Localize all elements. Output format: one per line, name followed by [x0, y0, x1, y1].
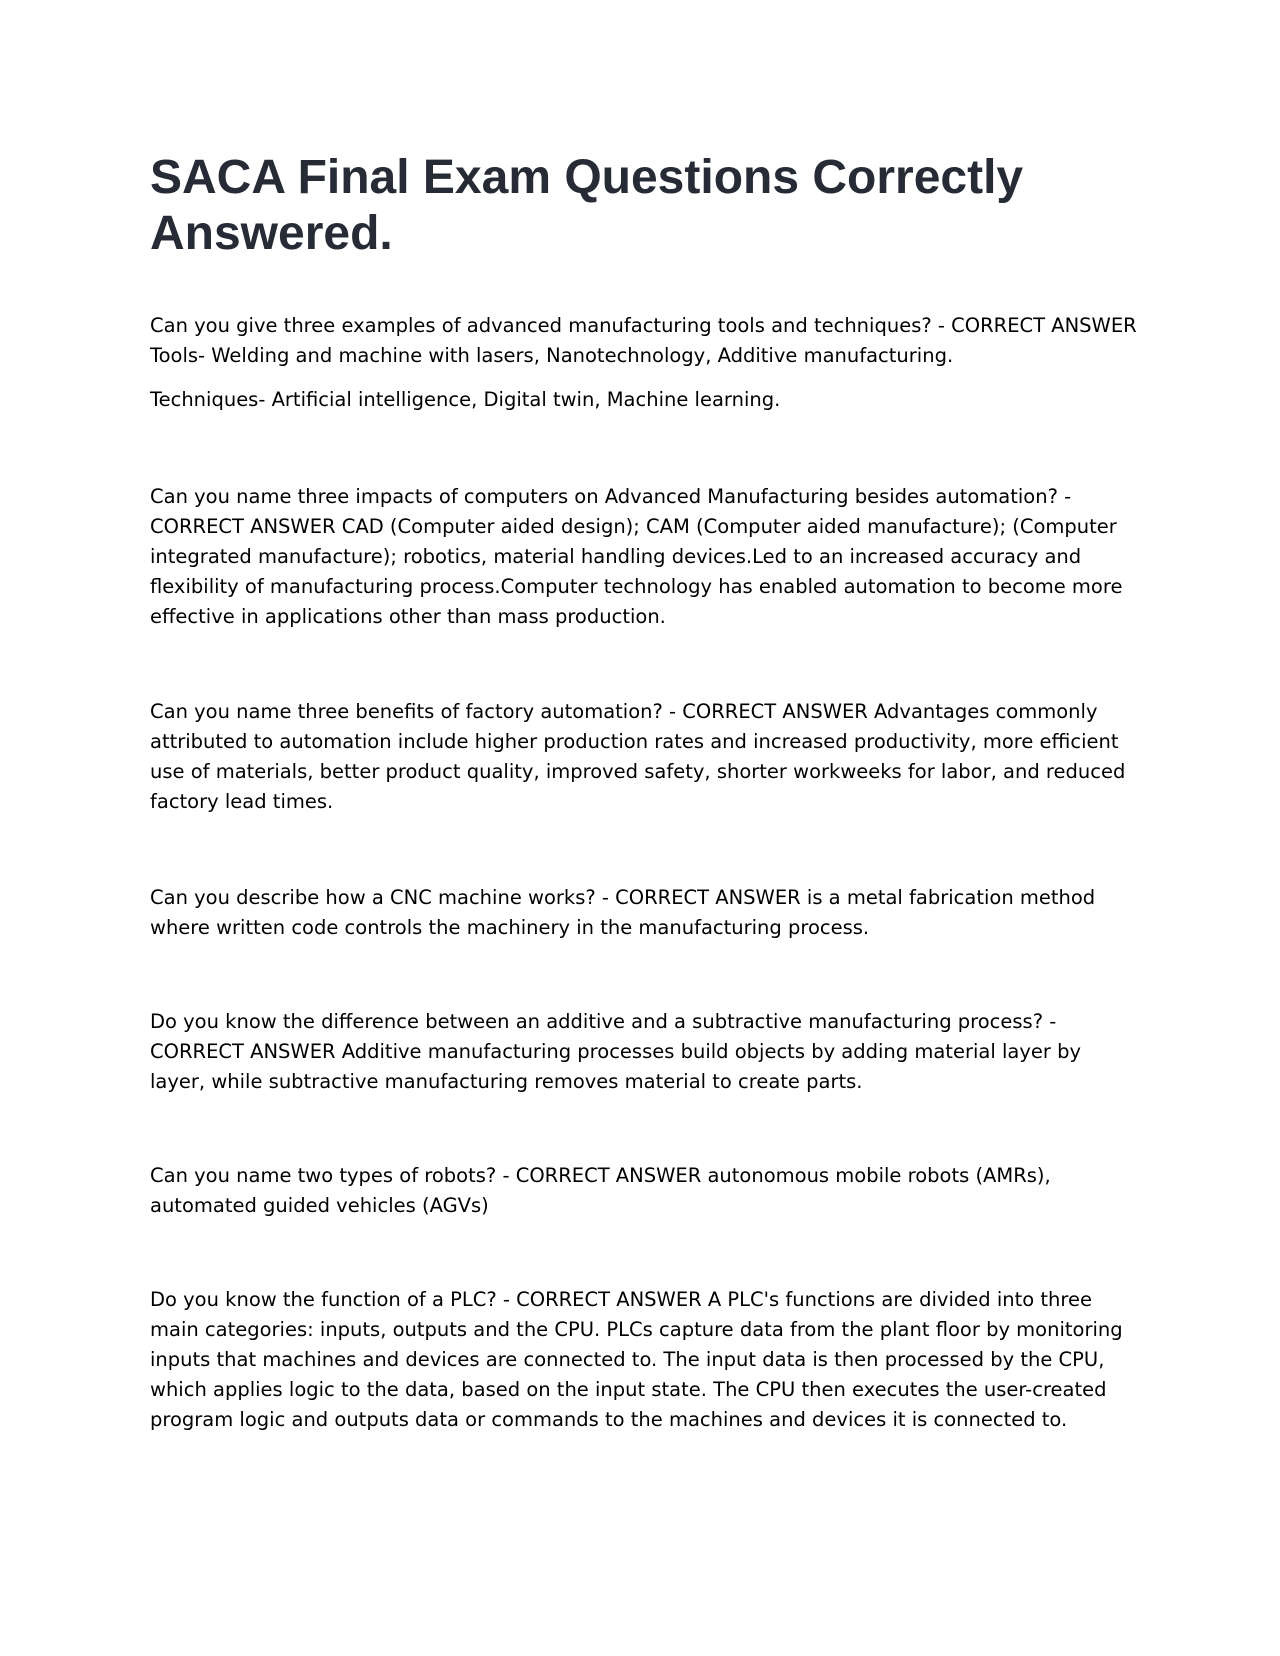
qa-item-computer-impacts: Can you name three impacts of computers on Advanced Manufacturing besides automation? - CORRECT ANSWER CAD (Computer aided design); CAM (Computer aided manufacture); (Computer integrated manufacture); robotics, material handling devices.Led to an increased accuracy and flexibility of manufacturing process.Computer technology has enabled automation to become more effective in applications other than mass production.: [150, 485, 1123, 628]
qa-item-robot-types: Can you name two types of robots? - CORRECT ANSWER autonomous mobile robots (AMRs), automated guided vehicles (AGVs): [150, 1164, 1051, 1217]
qa-item-plc-function: Do you know the function of a PLC? - CORRECT ANSWER A PLC's functions are divided into three main categories: inputs, outputs and the CPU. PLCs capture data from the plant floor by monitoring inputs that machines and devices are connected to. The input data is then processed by the CPU, which applies logic to the data, based on the input state. The CPU then executes the user-created program logic and outputs data or commands to the machines and devices it is connected to.: [150, 1288, 1123, 1431]
qa-item-cnc-machine: Can you describe how a CNC machine works? - CORRECT ANSWER is a metal fabrication method where written code controls the machinery in the manufacturing process.: [150, 886, 1096, 939]
document-title: SACA Final Exam Questions Correctly Answered.: [150, 151, 1024, 260]
qa-item-additive-subtractive: Do you know the difference between an additive and a subtractive manufacturing process? - CORRECT ANSWER Additive manufacturing processes build objects by adding material layer by layer, while subtractive manufacturing removes material to create parts.: [150, 1010, 1081, 1093]
qa-item-advanced-tools: Can you give three examples of advanced manufacturing tools and techniques? - CORRECT ANSWER Tools- Welding and machine with lasers, Nanotechnology, Additive manufacturing.: [150, 314, 1137, 367]
qa-item-techniques: Techniques- Artificial intelligence, Digital twin, Machine learning.: [150, 388, 781, 411]
qa-item-automation-benefits: Can you name three benefits of factory automation? - CORRECT ANSWER Advantages commonly attributed to automation include higher production rates and increased productivity, more efficient use of materials, better product quality, improved safety, shorter workweeks for labor, and reduced factory lead times.: [150, 700, 1126, 813]
